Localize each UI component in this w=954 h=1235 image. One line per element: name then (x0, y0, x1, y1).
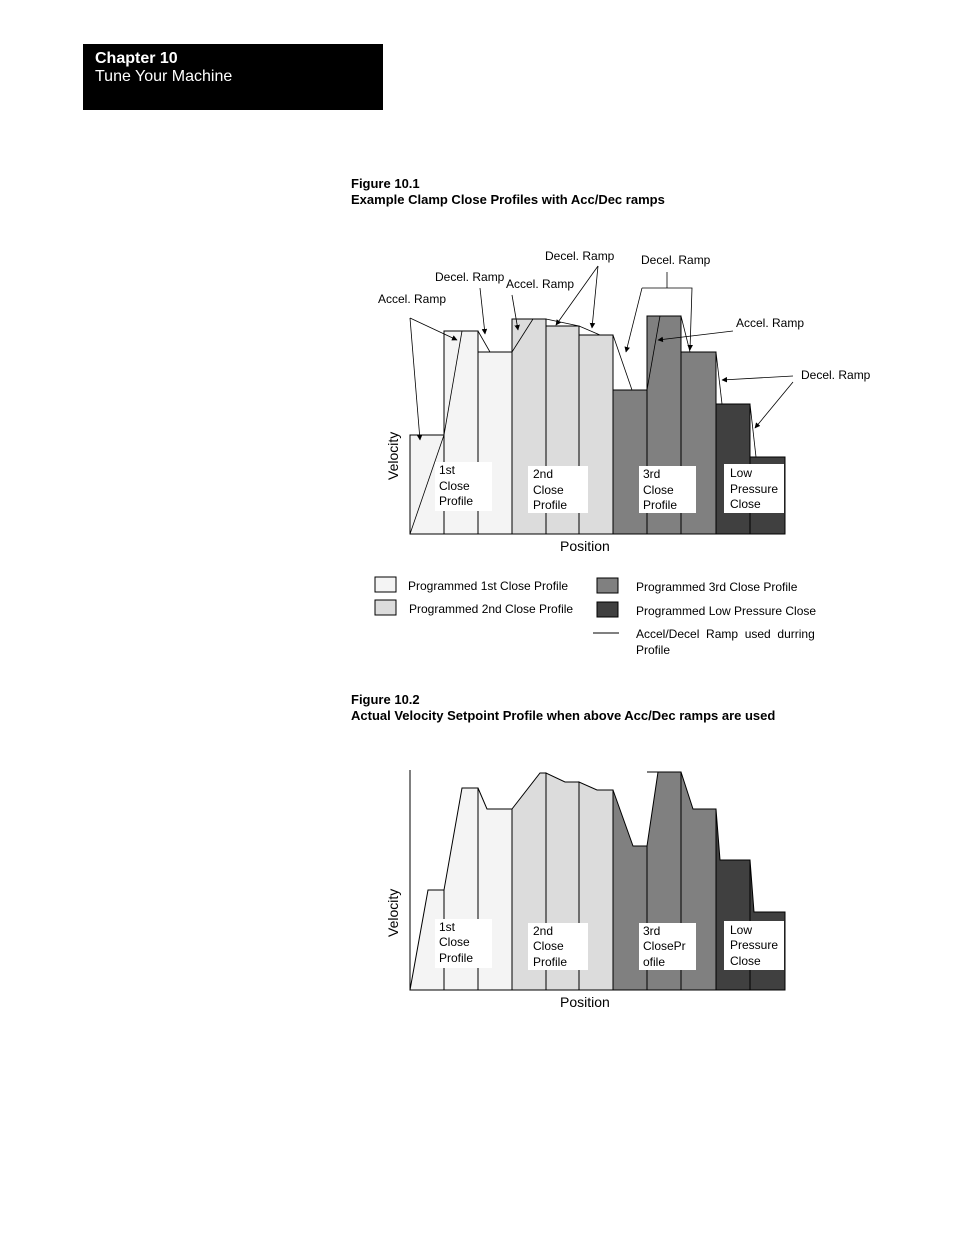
fig1-label-3-line3: Profile (643, 498, 678, 512)
fig1-ylabel: Velocity (385, 431, 401, 480)
fig2-label-3-line2: ClosePr (643, 939, 686, 953)
fig2-label-2-line2: Close (533, 939, 564, 953)
fig2-label-4-line1: Low (730, 923, 753, 937)
fig1-annotation-decel-1: Decel. Ramp (435, 270, 505, 284)
fig1-label-4-line3: Close (730, 497, 761, 511)
legend-label-6: Profile (636, 643, 671, 657)
fig2-label-2-line1: 2nd (533, 924, 554, 938)
fig1-label-2-line1: 2nd (533, 467, 554, 481)
fig1-annotation-decel-2: Decel. Ramp (545, 249, 615, 263)
legend-label-5: Accel/Decel Ramp used durring (636, 627, 815, 641)
chapter-number: Chapter 10 (95, 50, 178, 67)
figure1-caption: Example Clamp Close Profiles with Acc/Dec ramps (351, 192, 665, 207)
legend-label-2: Programmed 2nd Close Profile (409, 602, 574, 616)
fig1-label-4-line1: Low (730, 466, 753, 480)
fig2-label-1-line2: Close (439, 935, 470, 949)
fig1-annotation-decel-4: Decel. Ramp (801, 368, 871, 382)
fig2-ylabel: Velocity (385, 888, 401, 937)
fig1-annotation-accel-3: Accel. Ramp (736, 316, 805, 330)
legend-label-3: Programmed 3rd Close Profile (636, 580, 798, 594)
fig1-label-2-line2: Close (533, 483, 564, 497)
figure1-number: Figure 10.1 (351, 176, 420, 191)
figure2-diagram (0, 740, 954, 1030)
fig2-label-1-line1: 1st (439, 920, 456, 934)
fig1-label-2-line3: Profile (533, 498, 568, 512)
fig1-xlabel: Position (560, 538, 610, 554)
fig2-label-2-line3: Profile (533, 955, 568, 969)
fig1-label-1-line2: Close (439, 479, 470, 493)
fig2-label-1-line3: Profile (439, 951, 474, 965)
fig1-label-1-line3: Profile (439, 494, 474, 508)
legend-swatch-2 (375, 600, 396, 615)
fig2-label-4-line3: Close (730, 954, 761, 968)
figure2-caption: Actual Velocity Setpoint Profile when above Acc/Dec ramps are used (351, 708, 776, 723)
fig1-label-3-line2: Close (643, 483, 674, 497)
fig1-annotation-accel-1: Accel. Ramp (378, 292, 447, 306)
fig2-label-4-line2: Pressure (730, 938, 779, 952)
fig1-label-3-line1: 3rd (643, 467, 661, 481)
legend-label-1: Programmed 1st Close Profile (408, 579, 569, 593)
legend-swatch-3 (597, 578, 618, 593)
chapter-title: Tune Your Machine (95, 68, 233, 85)
fig1-label-4-line2: Pressure (730, 482, 779, 496)
fig1-annotation-decel-3: Decel. Ramp (641, 253, 711, 267)
legend-label-4: Programmed Low Pressure Close (636, 604, 817, 618)
fig2-xlabel: Position (560, 994, 610, 1010)
figure2-number: Figure 10.2 (351, 692, 420, 707)
fig1-label-1-line1: 1st (439, 463, 456, 477)
figure2-title (351, 692, 775, 724)
fig2-label-3-line1: 3rd (643, 924, 661, 938)
legend-swatch-4 (597, 602, 618, 617)
legend-swatch-1 (375, 577, 396, 592)
fig1-annotation-accel-2: Accel. Ramp (506, 277, 575, 291)
fig2-label-3-line3: ofile (643, 955, 666, 969)
